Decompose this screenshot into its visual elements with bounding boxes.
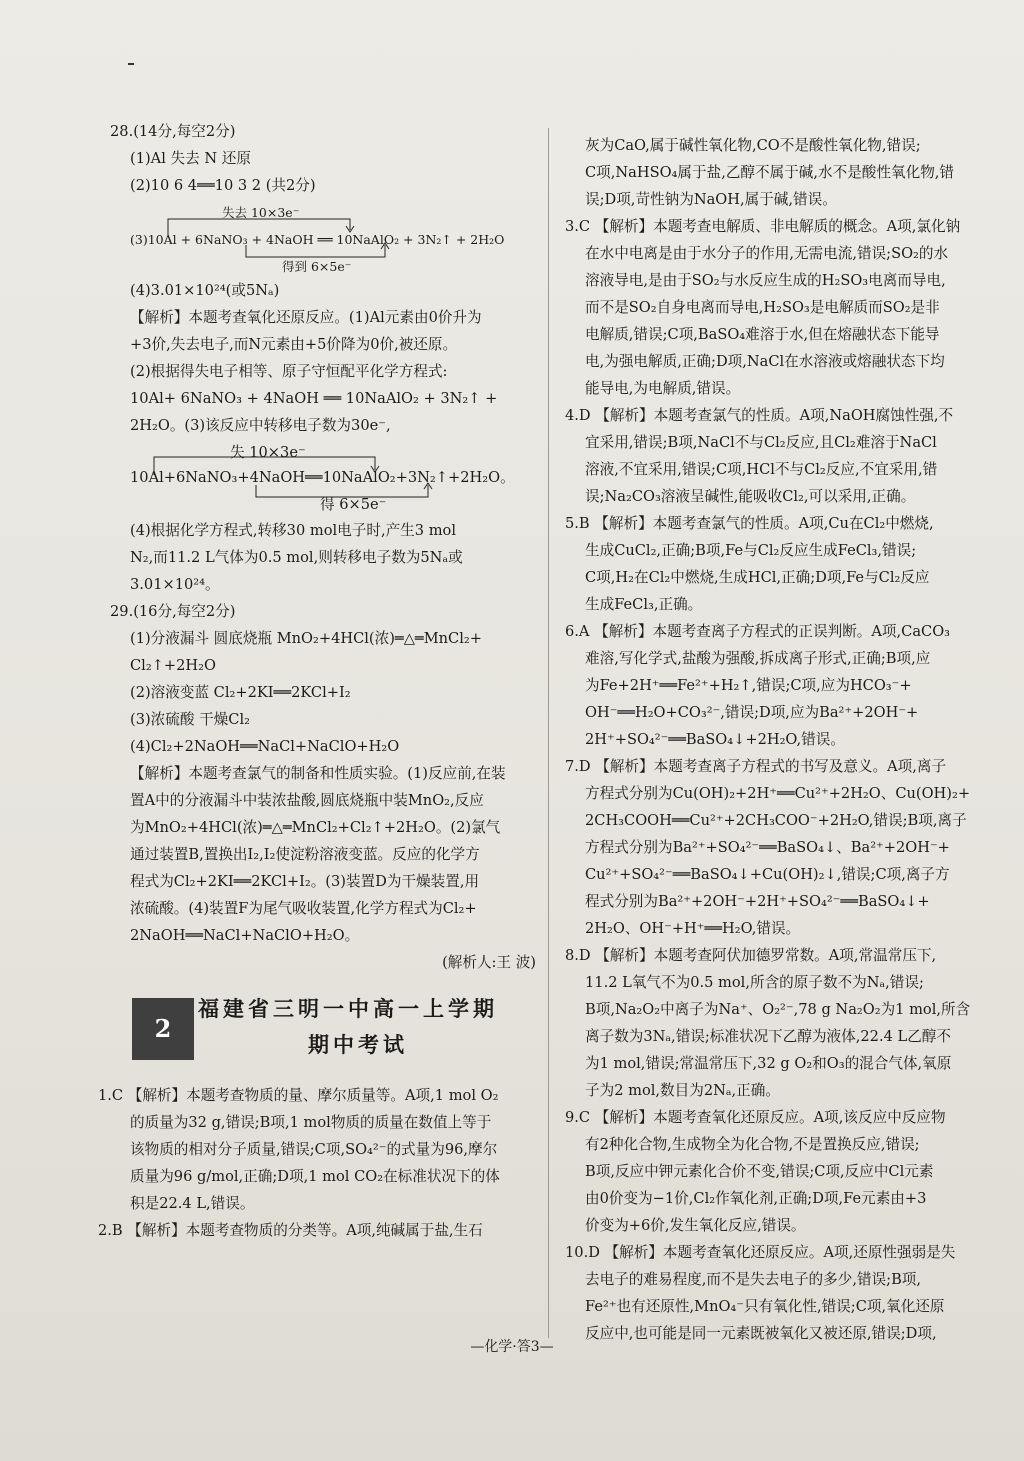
q29-answer-2: (2)溶液变蓝 Cl₂+2KI══2KCl+I₂ bbox=[130, 684, 351, 701]
right-line: B项,反应中钾元素化合价不变,错误;C项,反应中Cl元素 bbox=[585, 1163, 934, 1180]
right-column bbox=[565, 132, 990, 1347]
q28-analysis-4: 10Al+ 6NaNO₃ + 4NaOH ══ 10NaAlO₂ + 3N₂↑ + bbox=[130, 390, 498, 407]
s2-q1-line3: 该物质的相对分子质量,错误;C项,SO₄²⁻的式量为96,摩尔 bbox=[130, 1141, 498, 1158]
right-line: 灰为CaO,属于碱性氧化物,CO不是酸性氧化物,错误; bbox=[585, 137, 921, 154]
right-line: 难溶,写化学式,盐酸为强酸,拆成离子形式,正确;B项,应 bbox=[585, 650, 931, 667]
right-line: 有2种化合物,生成物全为化合物,不是置换反应,错误; bbox=[585, 1136, 920, 1153]
right-line: 3.C 【解析】本题考查电解质、非电解质的概念。A项,氯化钠 bbox=[565, 218, 961, 235]
eq1-equation: (3)10Al + 6NaNO₃ + 4NaOH ══ 10NaAlO₂ + 3N₂↑ + 2H₂O bbox=[130, 232, 505, 247]
right-line: 而不是SO₂自身电离而导电,H₂SO₃是电解质而SO₂是非 bbox=[585, 299, 940, 316]
right-line: Fe²⁺也有还原性,MnO₄⁻只有氧化性,错误;C项,氧化还原 bbox=[585, 1298, 945, 1315]
right-line: 由0价变为−1价,Cl₂作氧化剂,正确;D项,Fe元素由+3 bbox=[585, 1190, 927, 1207]
section-title-line2: 期中考试 bbox=[308, 1032, 408, 1057]
q29-analysis-2: 置A中的分液漏斗中装浓盐酸,圆底烧瓶中装MnO₂,反应 bbox=[130, 792, 484, 809]
s2-q1-line4: 质量为96 g/mol,正确;D项,1 mol CO₂在标准状况下的体 bbox=[130, 1168, 500, 1185]
right-line: 电,为强电解质,正确;D项,NaCl在水溶液或熔融状态下均 bbox=[585, 353, 945, 370]
right-line: OH⁻══H₂O+CO₃²⁻,错误;D项,应为Ba²⁺+2OH⁻+ bbox=[585, 704, 919, 721]
section-heading bbox=[132, 992, 540, 1072]
right-line: 误;D项,苛性钠为NaOH,属于碱,错误。 bbox=[585, 191, 837, 208]
right-line: 10.D 【解析】本题考查氧化还原反应。A项,还原性强弱是失 bbox=[565, 1244, 956, 1261]
q29-analysis-5: 程式为Cl₂+2KI══2KCl+I₂。(3)装置D为干燥装置,用 bbox=[130, 873, 480, 890]
right-line: 2CH₃COOH══Cu²⁺+2CH₃COO⁻+2H₂O,错误;B项,离子 bbox=[585, 812, 967, 829]
right-line: 在水中电离是由于水分子的作用,无需电流,错误;SO₂的水 bbox=[585, 245, 949, 262]
right-line: 5.B 【解析】本题考查氯气的性质。A项,Cu在Cl₂中燃烧, bbox=[565, 515, 934, 532]
s2-q2-line1: 2.B 【解析】本题考查物质的分类等。A项,纯碱属于盐,生石 bbox=[98, 1222, 483, 1239]
print-mark bbox=[128, 63, 134, 65]
right-line: 误;Na₂CO₃溶液呈碱性,能吸收Cl₂,可以采用,正确。 bbox=[585, 488, 916, 505]
q29-answer-1: (1)分液漏斗 圆底烧瓶 MnO₂+4HCl(浓)═△═MnCl₂+ bbox=[130, 630, 482, 647]
column-divider bbox=[548, 128, 549, 1338]
left-column bbox=[98, 118, 540, 1244]
q29-header: 29.(16分,每空2分) bbox=[110, 603, 236, 620]
right-line: C项,NaHSO₄属于盐,乙醇不属于碱,水不是酸性氧化物,错 bbox=[585, 164, 955, 181]
q28-answer-1: (1)Al 失去 N 还原 bbox=[130, 150, 251, 167]
eq2-gained-label: 得 6×5e⁻ bbox=[320, 496, 387, 513]
s2-q1-line1: 1.C 【解析】本题考查物质的量、摩尔质量等。A项,1 mol O₂ bbox=[98, 1087, 499, 1104]
q28-header: 28.(14分,每空2分) bbox=[110, 123, 236, 140]
right-line: 11.2 L氧气不为0.5 mol,所含的原子数不为Nₐ,错误; bbox=[585, 974, 924, 991]
q28-analysis-8: 3.01×10²⁴。 bbox=[130, 576, 220, 593]
q29-analysis-3: 为MnO₂+4HCl(浓)═△═MnCl₂+Cl₂↑+2H₂O。(2)氯气 bbox=[130, 819, 501, 836]
section-title-line1: 福建省三明一中高一上学期 bbox=[198, 996, 498, 1021]
right-line: 方程式分别为Ba²⁺+SO₄²⁻══BaSO₄↓、Ba²⁺+2OH⁻+ bbox=[585, 839, 950, 856]
right-line: 4.D 【解析】本题考查氯气的性质。A项,NaOH腐蚀性强,不 bbox=[565, 407, 954, 424]
right-line: B项,Na₂O₂中离子为Na⁺、O₂²⁻,78 g Na₂O₂为1 mol,所含 bbox=[585, 1001, 971, 1018]
right-line: 2H₂O、OH⁻+H⁺══H₂O,错误。 bbox=[585, 920, 801, 937]
q28-analysis-2: +3价,失去电子,而N元素由+5价降为0价,被还原。 bbox=[130, 336, 458, 353]
right-line: 7.D 【解析】本题考查离子方程式的书写及意义。A项,离子 bbox=[565, 758, 947, 775]
right-line: 宜采用,错误;B项,NaCl不与Cl₂反应,且Cl₂难溶于NaCl bbox=[585, 434, 937, 451]
q28-analysis-6: (4)根据化学方程式,转移30 mol电子时,产生3 mol bbox=[130, 522, 456, 539]
right-line: 2H⁺+SO₄²⁻══BaSO₄↓+2H₂O,错误。 bbox=[585, 731, 845, 748]
right-line: 程式分别为Ba²⁺+2OH⁻+2H⁺+SO₄²⁻══BaSO₄↓+ bbox=[585, 893, 930, 910]
right-line: 能导电,为电解质,错误。 bbox=[585, 380, 741, 397]
q29-answer-1b: Cl₂↑+2H₂O bbox=[130, 657, 216, 674]
q28-analysis-3: (2)根据得失电子相等、原子守恒配平化学方程式: bbox=[130, 363, 448, 380]
q28-analysis-7: N₂,而11.2 L气体为0.5 mol,则转移电子数为5Nₐ或 bbox=[130, 549, 463, 566]
right-line: Cu²⁺+SO₄²⁻══BaSO₄↓+Cu(OH)₂↓,错误;C项,离子方 bbox=[585, 866, 950, 883]
right-line: 方程式分别为Cu(OH)₂+2H⁺══Cu²⁺+2H₂O、Cu(OH)₂+ bbox=[585, 785, 971, 802]
s2-q1-line2: 的质量为32 g,错误;B项,1 mol物质的质量在数值上等于 bbox=[130, 1114, 492, 1131]
section-number: 2 bbox=[132, 998, 194, 1060]
right-line: 溶液,不宜采用,错误;C项,HCl不与Cl₂反应,不宜采用,错 bbox=[585, 461, 938, 478]
right-line: 反应中,也可能是同一元素既被氧化又被还原,错误;D项, bbox=[585, 1325, 937, 1342]
q28-analysis-5: 2H₂O。(3)该反应中转移电子数为30e⁻, bbox=[130, 417, 391, 434]
eq2-equation: 10Al+6NaNO₃+4NaOH══10NaAlO₂+3N₂↑+2H₂O。 bbox=[130, 469, 515, 486]
attribution: (解析人:王 波) bbox=[442, 954, 536, 971]
q28-analysis-1: 【解析】本题考查氧化还原反应。(1)Al元素由0价升为 bbox=[130, 309, 482, 326]
right-line: 去电子的难易程度,而不是失去电子的多少,错误;B项, bbox=[585, 1271, 922, 1288]
right-line: 子为2 mol,数目为2Nₐ,正确。 bbox=[585, 1082, 780, 1099]
right-line: 电解质,错误;C项,BaSO₄难溶于水,但在熔融状态下能导 bbox=[585, 326, 940, 343]
q29-answer-4: (4)Cl₂+2NaOH══NaCl+NaClO+H₂O bbox=[130, 738, 400, 755]
page-footer: —化学·答3— bbox=[470, 1339, 554, 1355]
right-line: 9.C 【解析】本题考查氧化还原反应。A项,该反应中反应物 bbox=[565, 1109, 946, 1126]
right-line: 生成FeCl₃,正确。 bbox=[585, 596, 703, 613]
q28-answer-2: (2)10 6 4══10 3 2 (共2分) bbox=[130, 177, 316, 194]
right-line: 为Fe+2H⁺══Fe²⁺+H₂↑,错误;C项,应为HCO₃⁻+ bbox=[585, 677, 912, 694]
q29-answer-3: (3)浓硫酸 干燥Cl₂ bbox=[130, 711, 250, 728]
q29-analysis-6: 浓硫酸。(4)装置F为尾气吸收装置,化学方程式为Cl₂+ bbox=[130, 900, 477, 917]
electron-transfer-diagram-2 bbox=[110, 439, 540, 517]
electron-transfer-diagram-1 bbox=[110, 199, 540, 277]
eq2-lost-label: 失 10×3e⁻ bbox=[230, 444, 306, 461]
q29-analysis-1: 【解析】本题考查氯气的制备和性质实验。(1)反应前,在装 bbox=[130, 765, 506, 782]
q28-answer-4: (4)3.01×10²⁴(或5Nₐ) bbox=[130, 282, 280, 299]
right-line: 8.D 【解析】本题考查阿伏加德罗常数。A项,常温常压下, bbox=[565, 947, 937, 964]
right-line: 生成CuCl₂,正确;B项,Fe与Cl₂反应生成FeCl₃,错误; bbox=[585, 542, 917, 559]
q29-analysis-7: 2NaOH══NaCl+NaClO+H₂O。 bbox=[130, 927, 360, 944]
q29-analysis-4: 通过装置B,置换出I₂,I₂使淀粉溶液变蓝。反应的化学方 bbox=[130, 846, 480, 863]
right-line: 6.A 【解析】本题考查离子方程式的正误判断。A项,CaCO₃ bbox=[565, 623, 951, 640]
eq1-lost-label: 失去 10×3e⁻ bbox=[222, 205, 300, 220]
right-line: C项,H₂在Cl₂中燃烧,生成HCl,正确;D项,Fe与Cl₂反应 bbox=[585, 569, 930, 586]
right-line: 溶液导电,是由于SO₂与水反应生成的H₂SO₃电离而导电, bbox=[585, 272, 946, 289]
right-line: 为1 mol,错误;常温常压下,32 g O₂和O₃的混合气体,氧原 bbox=[585, 1055, 952, 1072]
s2-q1-line5: 积是22.4 L,错误。 bbox=[130, 1195, 255, 1212]
eq1-gained-label: 得到 6×5e⁻ bbox=[282, 259, 352, 274]
right-line: 价变为+6价,发生氧化反应,错误。 bbox=[585, 1217, 806, 1234]
right-line: 离子数为3Nₐ,错误;标准状况下乙醇为液体,22.4 L乙醇不 bbox=[585, 1028, 951, 1045]
